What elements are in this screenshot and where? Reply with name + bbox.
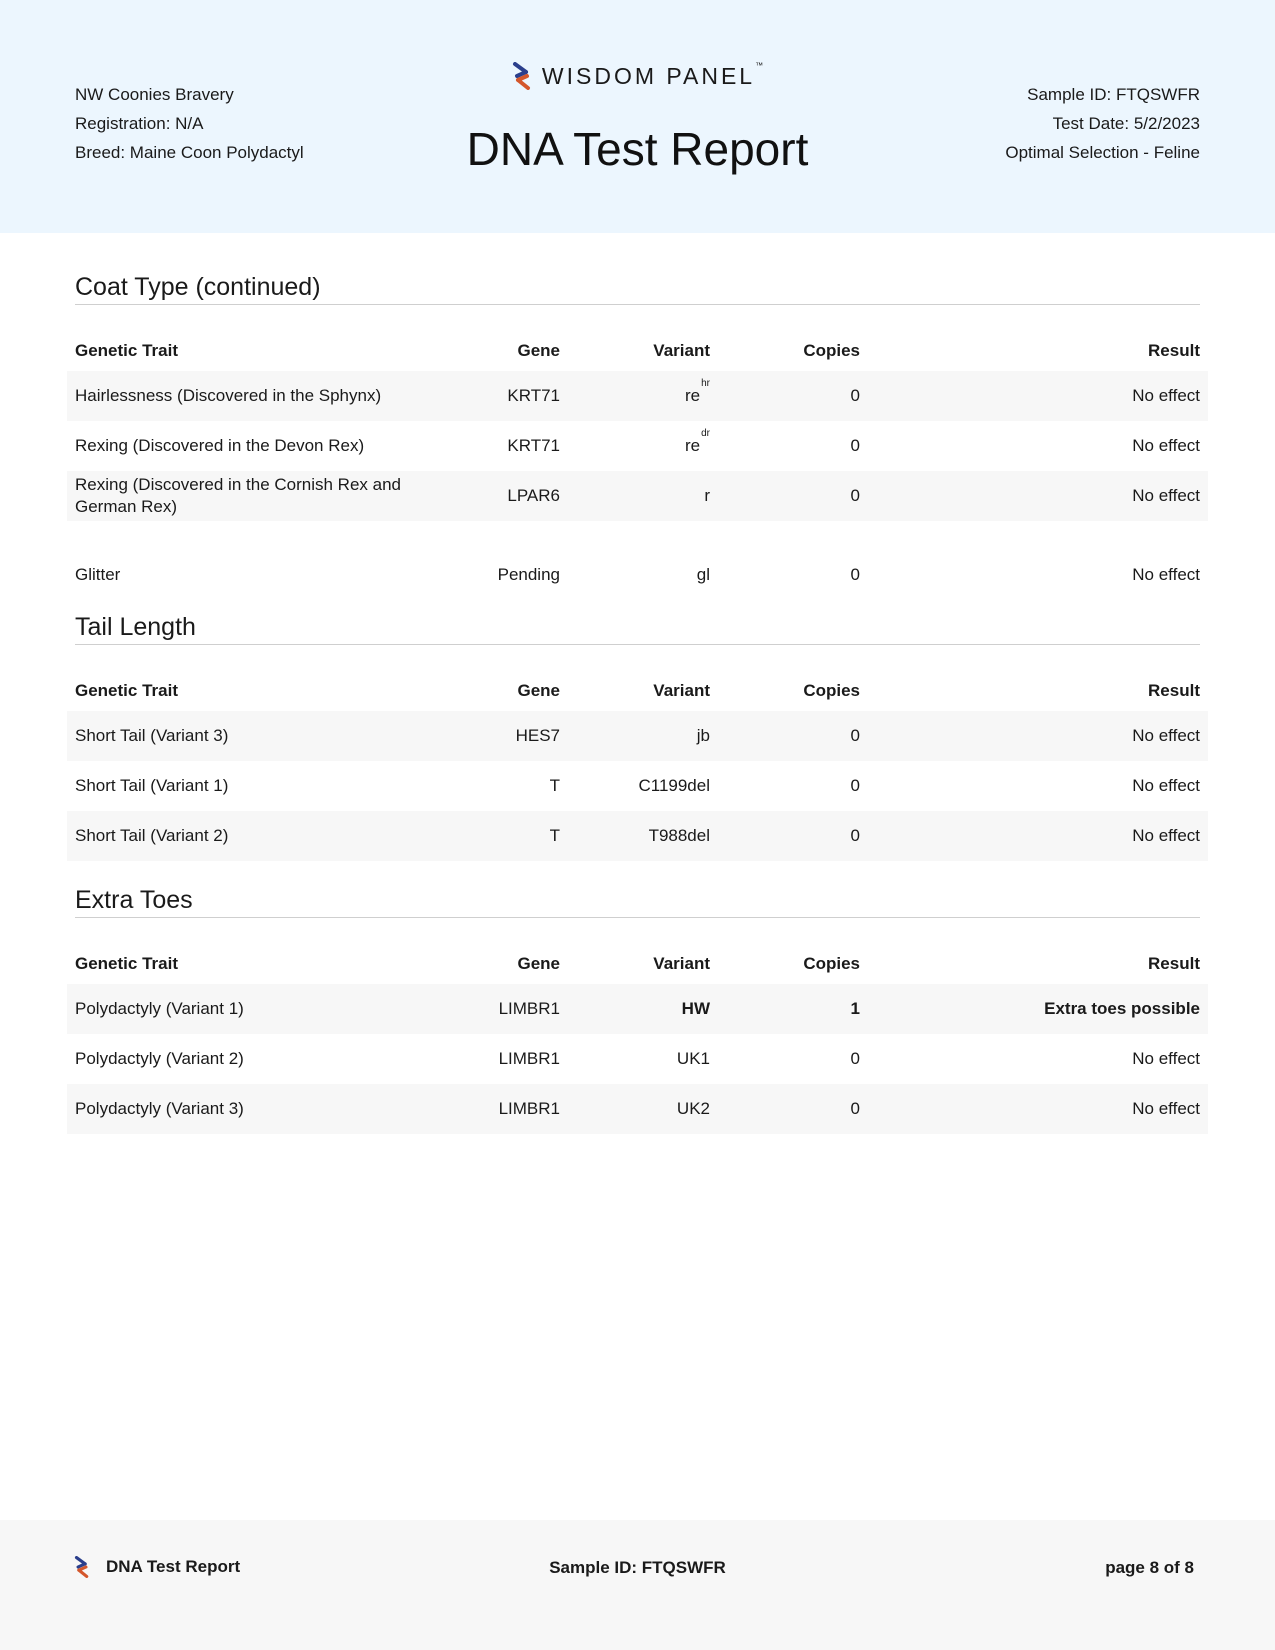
cell-variant: $re^{hr}$	[568, 371, 718, 421]
cell-variant: r	[568, 471, 718, 521]
page-number: page 8 of 8	[1105, 1558, 1194, 1577]
page-title: DNA Test Report	[466, 123, 809, 175]
cell-gene: HES7	[467, 711, 568, 761]
cell-trait: Polydactyly (Variant 1)	[67, 984, 467, 1034]
col-header-copies: Copies	[803, 954, 860, 973]
cell-gene: T	[467, 811, 568, 861]
cell-gene: Pending	[467, 521, 568, 603]
cell-variant: UK1	[676, 1049, 710, 1068]
trait-table	[67, 331, 1208, 603]
cell-result: No effect	[868, 471, 1208, 521]
table-row	[67, 1084, 1208, 1134]
trait-table	[67, 671, 1208, 861]
table-row	[67, 521, 1208, 603]
cell-trait: Polydactyly (Variant 2)	[75, 1049, 244, 1068]
section-title: Extra Toes	[75, 885, 1200, 918]
section-extra-toes	[67, 885, 1208, 1134]
cell-result: Extra toes possible	[868, 984, 1208, 1034]
registration: Registration: N/A	[75, 114, 204, 133]
section-tail-length	[67, 612, 1208, 861]
report-footer	[0, 1520, 1275, 1650]
cell-copies: 0	[718, 711, 868, 761]
col-header-trait: Genetic Trait	[75, 954, 178, 973]
table-row	[67, 371, 1208, 421]
col-header-copies: Copies	[803, 341, 860, 360]
cell-trait: Short Tail (Variant 2)	[67, 811, 467, 861]
cell-result: No effect	[868, 1084, 1208, 1134]
wisdom-panel-logo-icon	[512, 62, 532, 90]
cell-result: No effect	[1132, 1049, 1200, 1068]
report-header	[0, 0, 1275, 233]
cell-gene: KRT71	[507, 436, 560, 455]
cell-copies: 0	[850, 1049, 860, 1068]
cell-result: No effect	[868, 371, 1208, 421]
table-row	[67, 421, 1208, 471]
col-header-copies: Copies	[803, 681, 860, 700]
brand-name: WISDOM PANEL™	[541, 60, 764, 89]
section-title: Coat Type (continued)	[75, 272, 1200, 305]
cell-copies: 0	[718, 1084, 868, 1134]
cell-trait: Short Tail (Variant 3)	[67, 711, 467, 761]
cell-trait: Polydactyly (Variant 3)	[67, 1084, 467, 1134]
col-header-trait: Genetic Trait	[75, 341, 178, 360]
cell-copies: 0	[718, 371, 868, 421]
cell-variant: gl	[568, 521, 718, 603]
cell-gene: T	[549, 776, 560, 795]
cell-trait: Short Tail (Variant 1)	[75, 776, 229, 795]
test-date: Test Date: 5/2/2023	[1052, 114, 1200, 133]
col-header-result: Result	[1148, 681, 1200, 700]
col-header-result: Result	[1148, 341, 1200, 360]
product-name: Optimal Selection - Feline	[1005, 143, 1200, 162]
cell-trait: Rexing (Discovered in the Devon Rex)	[75, 436, 365, 455]
col-header-variant: Variant	[653, 681, 710, 700]
table-header-row	[67, 671, 1208, 711]
cat-name: NW Coonies Bravery	[75, 85, 234, 104]
cell-result: No effect	[868, 711, 1208, 761]
table-row	[67, 711, 1208, 761]
cell-copies: 0	[718, 471, 868, 521]
cell-gene: LIMBR1	[498, 1049, 560, 1068]
cell-gene: LIMBR1	[467, 984, 568, 1034]
table-row	[67, 1034, 1208, 1084]
cell-copies: 0	[718, 521, 868, 603]
cell-variant: C1199del	[638, 776, 710, 795]
cell-trait: Rexing (Discovered in the Cornish Rex and German Rex)	[67, 471, 467, 521]
cell-variant: T988del	[568, 811, 718, 861]
trait-table	[67, 944, 1208, 1134]
cell-result: No effect	[1132, 436, 1200, 455]
table-row	[67, 761, 1208, 811]
cell-result: No effect	[1132, 776, 1200, 795]
col-header-variant: Variant	[653, 341, 710, 360]
cell-trait: Hairlessness (Discovered in the Sphynx)	[67, 371, 467, 421]
sample-info	[1005, 80, 1200, 167]
footer-title: DNA Test Report	[106, 1557, 241, 1576]
cell-variant: UK2	[568, 1084, 718, 1134]
cell-copies: 0	[850, 436, 860, 455]
cell-copies: 0	[718, 811, 868, 861]
cell-gene: LIMBR1	[467, 1084, 568, 1134]
col-header-result: Result	[1148, 954, 1200, 973]
table-row	[67, 471, 1208, 521]
cell-gene: LPAR6	[467, 471, 568, 521]
cell-copies: 1	[718, 984, 868, 1034]
table-header-row	[67, 944, 1208, 984]
breed: Breed: Maine Coon Polydactyl	[75, 143, 304, 162]
table-row	[67, 811, 1208, 861]
col-header-variant: Variant	[653, 954, 710, 973]
section-coat-type	[67, 272, 1208, 603]
cell-variant: HW	[568, 984, 718, 1034]
cell-result: No effect	[868, 521, 1208, 603]
table-row	[67, 984, 1208, 1034]
col-header-gene: Gene	[517, 681, 560, 700]
table-header-row	[67, 331, 1208, 371]
cell-variant: $re^{dr}$	[684, 428, 710, 455]
section-title: Tail Length	[75, 612, 1200, 645]
col-header-gene: Gene	[517, 341, 560, 360]
sample-id: Sample ID: FTQSWFR	[1027, 85, 1200, 104]
cell-copies: 0	[850, 776, 860, 795]
cell-trait: Glitter	[67, 521, 467, 603]
col-header-trait: Genetic Trait	[75, 681, 178, 700]
col-header-gene: Gene	[517, 954, 560, 973]
cell-variant: jb	[568, 711, 718, 761]
footer-sample-id: Sample ID: FTQSWFR	[549, 1558, 726, 1577]
cell-gene: KRT71	[467, 371, 568, 421]
cell-result: No effect	[868, 811, 1208, 861]
